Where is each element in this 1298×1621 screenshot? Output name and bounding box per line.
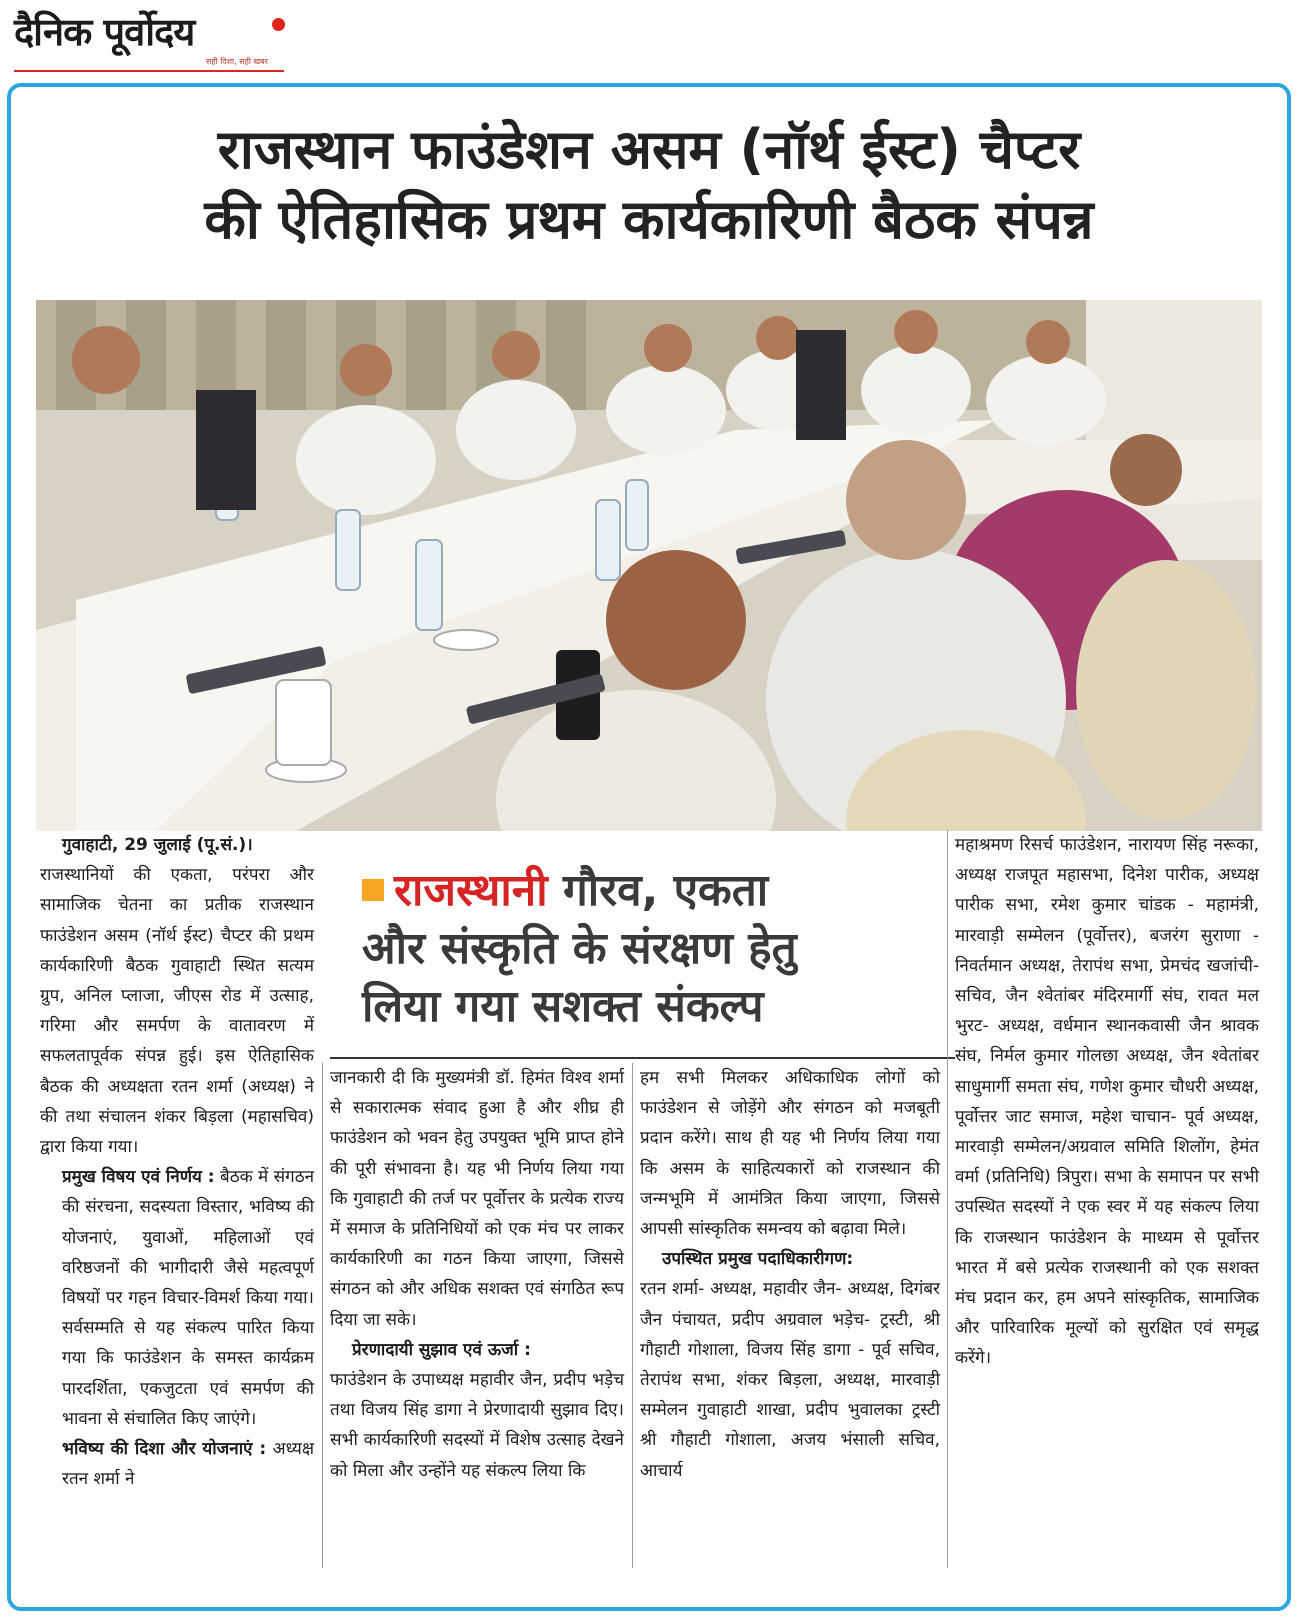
headline-line-2: की ऐतिहासिक प्रथम कार्यकारिणी बैठक संपन्न — [204, 188, 1094, 251]
bullet-square-icon — [362, 879, 384, 901]
masthead-dot-icon — [272, 18, 285, 31]
paragraph: बैठक में संगठन की संरचना, सदस्यता विस्तार, भविष्य की योजनाएं, युवाओं, महिलाओं एवं वरिष्ठजनों की भागीदारी जैसे महत्वपूर्ण विषयों पर गहन विचार-विमर्श किया गया। सर्वसम्मति से यह संकल्प पारित किया गया कि फाउंडेशन के समस्त कार्यक्रम पारदर्शिता, एकजुटता एवं समर्पण की भावना से संचालित किए जाएंगे। — [62, 1167, 315, 1429]
column-divider — [322, 1063, 323, 1568]
paragraph: जानकारी दी कि मुख्यमंत्री डॉ. हिमंत विश्व शर्मा से सकारात्मक संवाद हुआ है और शीघ्र ही फाउंडेशन को भवन हेतु उपयुक्त भूमि प्राप्त होने की पूरी संभावना है। यह भी निर्णय लिया गया कि गुवाहाटी की तर्ज पर पूर्वोत्तर के प्रत्येक राज्य में समाज के प्रतिनिधियों को एक मंच पर लाकर कार्यकारिणी का गठन किया जाएगा, जिससे संगठन को और अधिक सशक्त एवं संगठित रूप दिया जा सके। — [330, 1068, 624, 1330]
subheadline — [362, 862, 922, 1036]
subhead-line-2: और संस्कृति के संरक्षण हेतु — [362, 923, 797, 974]
paragraph: हम सभी मिलकर अधिकाधिक लोगों को फाउंडेशन से जोड़ेंगे और संगठन को मजबूती प्रदान करेंगे। साथ ही यह भी निर्णय लिया गया कि असम के साहित्यकारों को राजस्थान की जन्मभूमि में आमंत्रित किया जाएगा, जिससे आपसी सांस्कृतिक समन्वय को बढ़ावा मिले। — [640, 1068, 940, 1240]
article-column-3 — [640, 1063, 940, 1486]
headline — [20, 115, 1278, 255]
section-heading: प्रेरणादायी सुझाव एवं ऊर्जा : — [352, 1339, 531, 1360]
subhead-line-3: लिया गया सशक्त संकल्प — [362, 981, 764, 1032]
meeting-photo-icon — [36, 300, 1262, 831]
article-column-4 — [955, 830, 1259, 1374]
paragraph: फाउंडेशन के उपाध्यक्ष महावीर जैन, प्रदीप भड़ेच तथा विजय सिंह डागा ने प्रेरणादायी सुझाव दिए। सभी कार्यकारिणी सदस्यों में विशेष उत्साह देखने को मिला और उन्होंने यह संकल्प लिया कि — [330, 1370, 624, 1481]
section-heading: उपस्थित प्रमुख पदाधिकारीगण: — [662, 1249, 854, 1270]
paragraph: रतन शर्मा- अध्यक्ष, महावीर जैन- अध्यक्ष, दिगंबर जैन पंचायत, प्रदीप अग्रवाल भड़ेच- ट्रस्टी, श्री गौहाटी गोशाला, विजय सिंह डागा - पूर्व सचिव, तेरापंथ सभा, शंकर बिड़ला, अध्यक्ष, मारवाड़ी सम्मेलन गुवाहाटी शाखा, प्रदीप भुवालका ट्रस्टी श्री गौहाटी गोशाला, अजय भंसाली सचिव, आचार्य — [640, 1279, 940, 1481]
paragraph: राजस्थानियों की एकता, परंपरा और सामाजिक चेतना का प्रतीक राजस्थान फाउंडेशन असम (नॉर्थ ईस्ट) चैप्टर की प्रथम कार्यकारिणी बैठक गुवाहाटी स्थित सत्यम ग्रुप, अनिल प्लाजा, जीएस रोड में उत्साह, गरिमा और समर्पण के वातावरण में सफलतापूर्वक संपन्न हुई। इस ऐतिहासिक बैठक की अध्यक्षता रतन शर्मा (अध्यक्ष) ने की तथा संचालन शंकर बिड़ला (महासचिव) द्वारा किया गया। — [40, 865, 314, 1158]
article-column-2 — [330, 1063, 624, 1486]
newspaper-tagline: सही दिशा, सही खबर — [206, 57, 268, 66]
subhead-line-1: गौरव, एकता — [562, 865, 769, 916]
meeting-photo — [36, 300, 1262, 831]
column-divider — [632, 1063, 633, 1568]
masthead-underline — [14, 70, 284, 72]
masthead — [14, 10, 284, 72]
dateline: गुवाहाटी, 29 जुलाई (पू.सं.)। — [62, 835, 253, 855]
section-heading: भविष्य की दिशा और योजनाएं : — [62, 1439, 267, 1460]
subhead-divider — [330, 1057, 955, 1059]
headline-line-1: राजस्थान फाउंडेशन असम (नॉर्थ ईस्ट) चैप्टर — [217, 118, 1081, 181]
paragraph: अध्यक्ष रतन शर्मा ने — [62, 1439, 315, 1490]
column-divider — [947, 830, 948, 1568]
article-column-1 — [40, 830, 314, 1494]
newspaper-name: दैनिक पूर्वोदय — [14, 9, 195, 54]
subhead-highlight: राजस्थानी — [394, 865, 548, 916]
section-heading: प्रमुख विषय एवं निर्णय : — [62, 1167, 215, 1188]
paragraph: महाश्रमण रिसर्च फाउंडेशन, नारायण सिंह नरूका, अध्यक्ष राजपूत महासभा, दिनेश पारीक, अध्यक्ष पारीक सभा, रमेश कुमार चांडक - महामंत्री, मारवाड़ी सम्मेलन (पूर्वोत्तर), बजरंग सुराणा - निवर्तमान अध्यक्ष, तेरापंथ सभा, प्रेमचंद खजांची- सचिव, जैन श्वेतांबर मंदिरमार्गी संघ, रावत मल भुरट- अध्यक्ष, वर्धमान स्थानकवासी जैन श्रावक संघ, निर्मल कुमार गोलछा अध्यक्ष, जैन श्वेतांबर साधुमार्गी समता संघ, गणेश कुमार चौधरी अध्यक्ष, पूर्वोत्तर जाट समाज, महेश चाचान- पूर्व अध्यक्ष, मारवाड़ी सम्मेलन/अग्रवाल समिति शिलोंग, हेमंत वर्मा (प्रतिनिधि) त्रिपुरा। सभा के समापन पर सभी उपस्थित सदस्यों ने एक स्वर में यह संकल्प लिया कि राजस्थान फाउंडेशन के माध्यम से पूर्वोत्तर भारत में बसे प्रत्येक राजस्थानी को एक सशक्त मंच प्रदान कर, हम अपने सांस्कृतिक, सामाजिक और पारिवारिक मूल्यों को सुरक्षित एवं समृद्ध करेंगे। — [955, 835, 1259, 1369]
